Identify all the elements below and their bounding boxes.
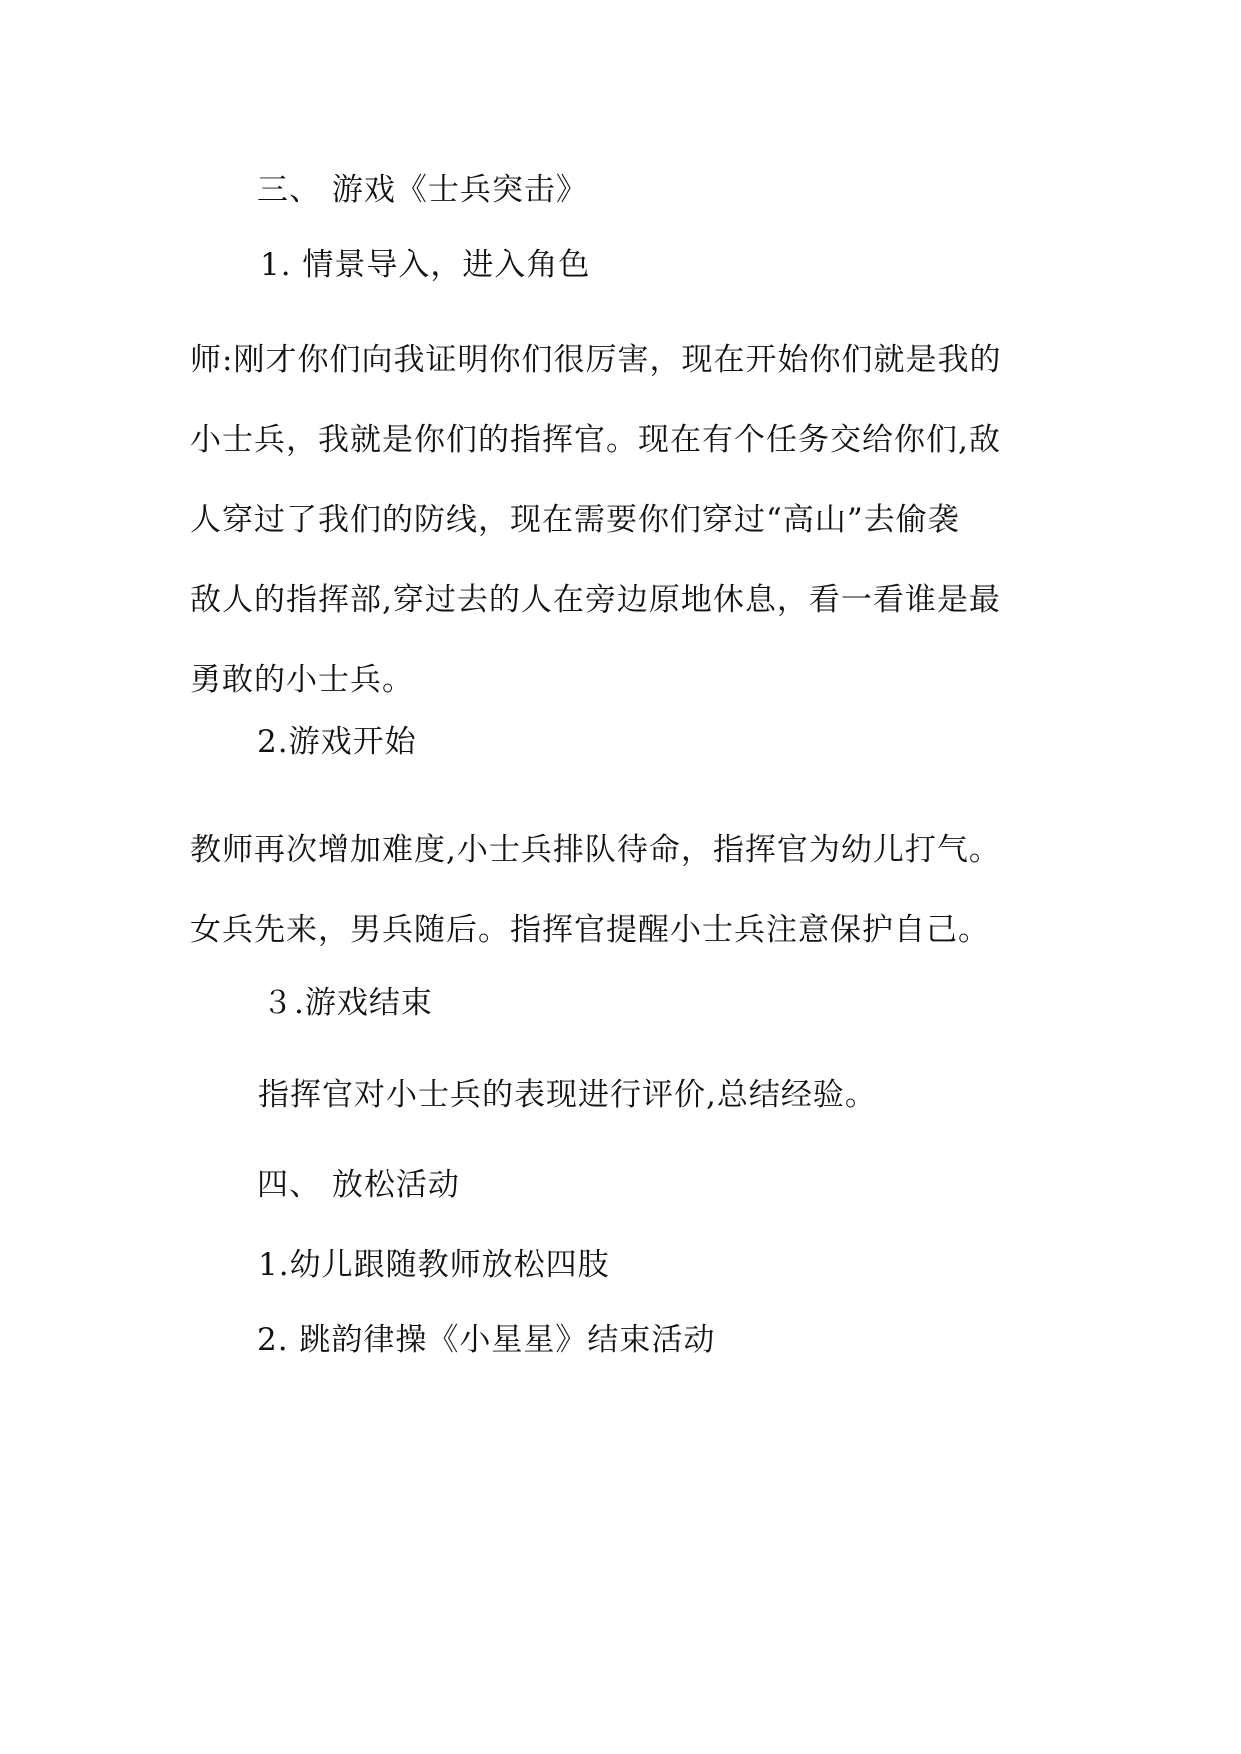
paragraph-teacher-speech	[190, 320, 1070, 720]
subheading-1: 1. 情景导入，进入角色	[260, 247, 591, 283]
subheading-2: 2.游戏开始	[257, 724, 417, 760]
section-4-item-2: 2. 跳韵律操《小星星》结束活动	[257, 1322, 716, 1358]
paragraph-line: 女兵先来，男兵随后。指挥官提醒小士兵注意保护自己。	[190, 912, 990, 948]
section-3-heading: 三、 游戏《士兵突击》	[257, 172, 588, 208]
section-4-heading: 四、 放松活动	[257, 1167, 460, 1203]
subheading-3: ３.游戏结束	[262, 985, 433, 1021]
paragraph-game-start	[190, 810, 1090, 970]
paragraph-summary: 指挥官对小士兵的表现进行评价,总结经验。	[258, 1077, 877, 1113]
paragraph-line: 教师再次增加难度,小士兵排队待命，指挥官为幼儿打气。	[190, 832, 1001, 868]
paragraph-line: 师:刚才你们向我证明你们很厉害，现在开始你们就是我的	[190, 342, 1002, 378]
paragraph-line: 人穿过了我们的防线，现在需要你们穿过“高山”去偷袭	[190, 502, 960, 538]
section-4-item-1: 1.幼儿跟随教师放松四肢	[258, 1247, 610, 1283]
paragraph-line: 勇敢的小士兵。	[190, 662, 414, 698]
paragraph-line: 敌人的指挥部,穿过去的人在旁边原地休息，看一看谁是最	[190, 582, 1001, 618]
paragraph-line: 小士兵，我就是你们的指挥官。现在有个任务交给你们,敌	[190, 422, 1001, 458]
